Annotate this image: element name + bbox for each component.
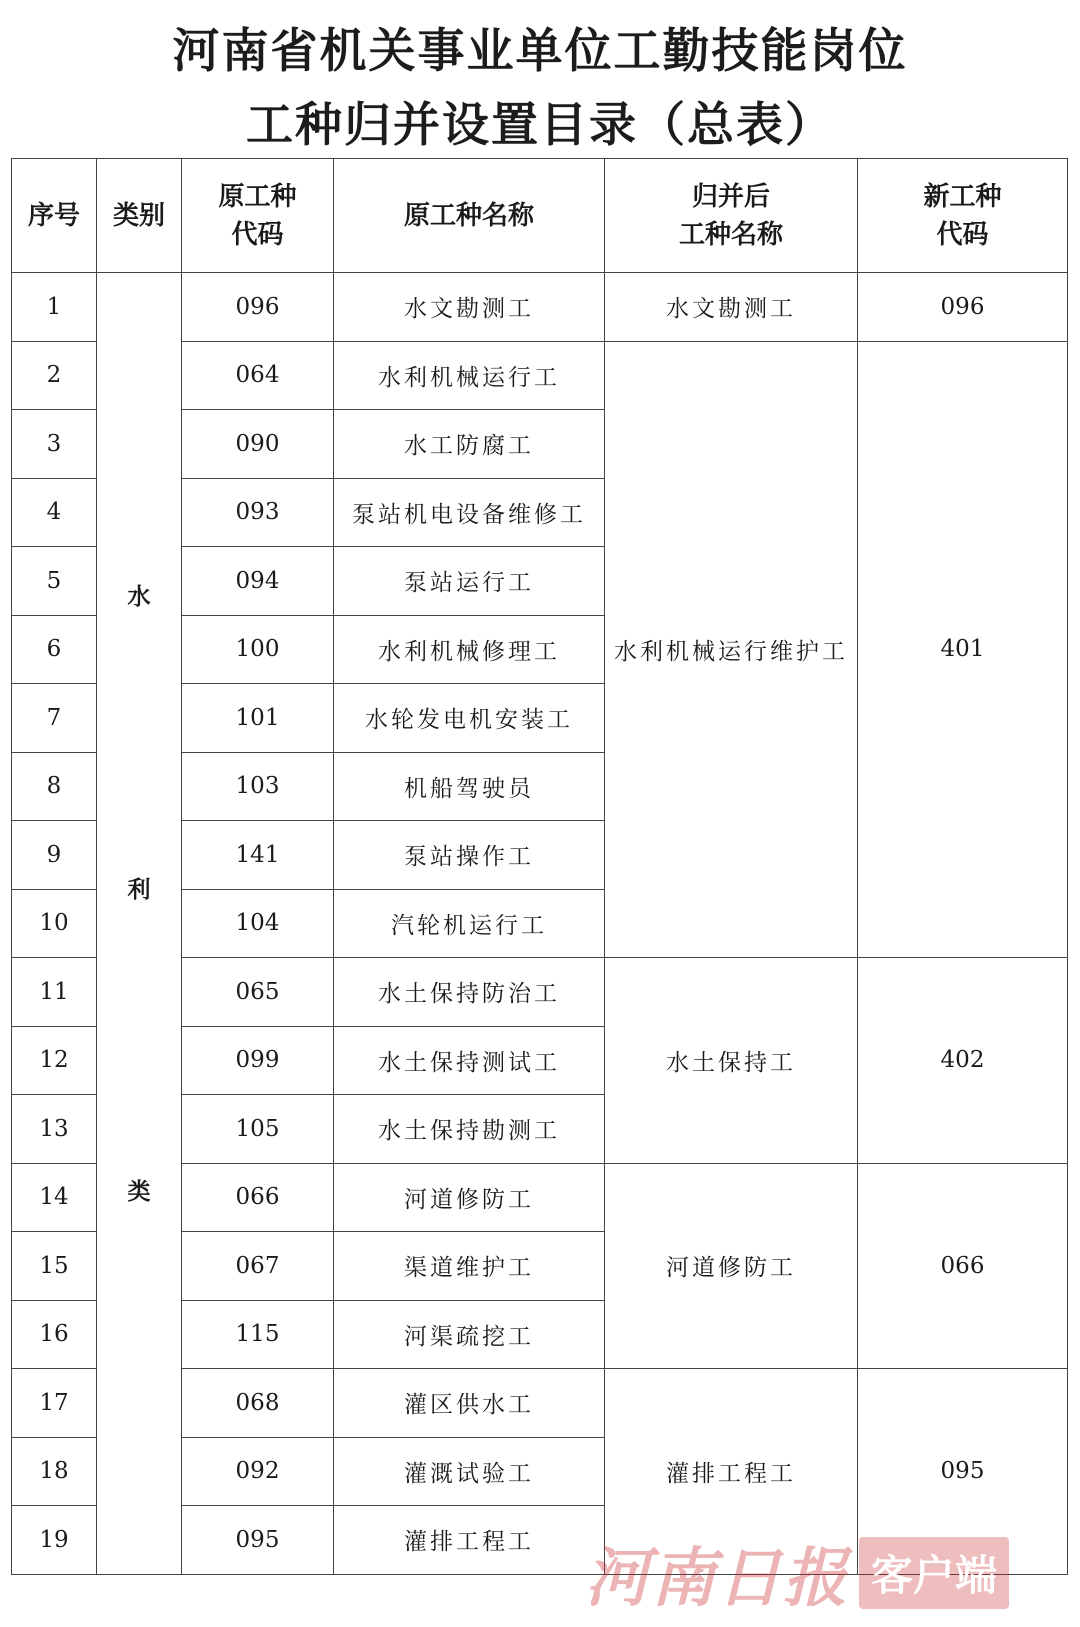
orig-code-cell: 096 xyxy=(182,273,334,342)
orig-name-cell: 水轮发电机安装工 xyxy=(334,684,605,753)
seq-cell: 9 xyxy=(12,821,97,890)
seq-cell: 6 xyxy=(12,615,97,684)
header-orig-code-l2: 代码 xyxy=(231,219,284,250)
merged-name-cell: 水土保持工 xyxy=(605,958,858,1164)
category-char-2: 利 xyxy=(127,876,151,903)
seq-cell: 19 xyxy=(12,1506,97,1575)
title-line-2: 工种归并设置目录（总表） xyxy=(246,98,834,153)
orig-code-cell: 141 xyxy=(182,821,334,890)
new-code-cell: 401 xyxy=(858,341,1068,958)
merged-name-cell: 灌排工程工 xyxy=(605,1369,858,1575)
orig-name-cell: 河道修防工 xyxy=(334,1163,605,1232)
orig-code-cell: 064 xyxy=(182,341,334,410)
orig-name-cell: 水利机械运行工 xyxy=(334,341,605,410)
watermark-brand-text: 河南日报 xyxy=(585,1541,849,1616)
merged-name-cell: 河道修防工 xyxy=(605,1163,858,1369)
watermark-client-badge: 客户端 xyxy=(859,1537,1009,1609)
orig-name-cell: 水利机械修理工 xyxy=(334,615,605,684)
orig-code-cell: 115 xyxy=(182,1300,334,1369)
seq-cell: 10 xyxy=(12,889,97,958)
orig-name-cell: 灌排工程工 xyxy=(334,1506,605,1575)
orig-name-cell: 泵站运行工 xyxy=(334,547,605,616)
seq-cell: 12 xyxy=(12,1026,97,1095)
seq-cell: 11 xyxy=(12,958,97,1027)
orig-name-cell: 水土保持防治工 xyxy=(334,958,605,1027)
table-row xyxy=(12,273,1068,342)
orig-code-cell: 068 xyxy=(182,1369,334,1438)
orig-code-cell: 100 xyxy=(182,615,334,684)
category-char-1: 水 xyxy=(127,583,151,610)
orig-code-cell: 101 xyxy=(182,684,334,753)
category-char-3: 类 xyxy=(127,1178,151,1205)
header-orig-name: 原工种名称 xyxy=(334,159,605,273)
orig-name-cell: 汽轮机运行工 xyxy=(334,889,605,958)
header-orig-code-l1: 原工种 xyxy=(218,181,297,212)
orig-name-cell: 河渠疏挖工 xyxy=(334,1300,605,1369)
orig-code-cell: 103 xyxy=(182,752,334,821)
category-cell xyxy=(97,273,182,1575)
orig-code-cell: 067 xyxy=(182,1232,334,1301)
new-code-cell: 095 xyxy=(858,1369,1068,1575)
seq-cell: 8 xyxy=(12,752,97,821)
newspaper-watermark xyxy=(585,1527,1075,1619)
new-code-cell: 096 xyxy=(858,273,1068,342)
seq-cell: 14 xyxy=(12,1163,97,1232)
orig-code-cell: 092 xyxy=(182,1437,334,1506)
seq-cell: 1 xyxy=(12,273,97,342)
orig-name-cell: 水工防腐工 xyxy=(334,410,605,479)
seq-cell: 5 xyxy=(12,547,97,616)
merged-name-cell: 水利机械运行维护工 xyxy=(605,341,858,958)
header-merged-name-l1: 归并后 xyxy=(691,181,770,212)
orig-code-cell: 093 xyxy=(182,478,334,547)
new-code-cell: 066 xyxy=(858,1163,1068,1369)
orig-name-cell: 水文勘测工 xyxy=(334,273,605,342)
orig-name-cell: 水土保持测试工 xyxy=(334,1026,605,1095)
seq-cell: 15 xyxy=(12,1232,97,1301)
orig-name-cell: 机船驾驶员 xyxy=(334,752,605,821)
seq-cell: 13 xyxy=(12,1095,97,1164)
header-new-code-l1: 新工种 xyxy=(923,181,1002,212)
orig-code-cell: 099 xyxy=(182,1026,334,1095)
orig-code-cell: 090 xyxy=(182,410,334,479)
header-orig-code xyxy=(182,159,334,273)
seq-cell: 4 xyxy=(12,478,97,547)
header-merged-name xyxy=(605,159,858,273)
seq-cell: 18 xyxy=(12,1437,97,1506)
orig-code-cell: 105 xyxy=(182,1095,334,1164)
orig-code-cell: 104 xyxy=(182,889,334,958)
orig-code-cell: 094 xyxy=(182,547,334,616)
merged-name-cell: 水文勘测工 xyxy=(605,273,858,342)
seq-cell: 3 xyxy=(12,410,97,479)
orig-name-cell: 灌溉试验工 xyxy=(334,1437,605,1506)
orig-name-cell: 灌区供水工 xyxy=(334,1369,605,1438)
orig-name-cell: 水土保持勘测工 xyxy=(334,1095,605,1164)
header-new-code-l2: 代码 xyxy=(936,219,989,250)
seq-cell: 2 xyxy=(12,341,97,410)
header-category: 类别 xyxy=(97,159,182,273)
new-code-cell: 402 xyxy=(858,958,1068,1164)
header-seq: 序号 xyxy=(12,159,97,273)
orig-code-cell: 095 xyxy=(182,1506,334,1575)
orig-name-cell: 泵站机电设备维修工 xyxy=(334,478,605,547)
orig-code-cell: 065 xyxy=(182,958,334,1027)
header-new-code xyxy=(858,159,1068,273)
seq-cell: 7 xyxy=(12,684,97,753)
orig-name-cell: 泵站操作工 xyxy=(334,821,605,890)
seq-cell: 17 xyxy=(12,1369,97,1438)
seq-cell: 16 xyxy=(12,1300,97,1369)
table-header-row xyxy=(12,159,1068,273)
orig-name-cell: 渠道维护工 xyxy=(334,1232,605,1301)
header-merged-name-l2: 工种名称 xyxy=(678,219,783,250)
orig-code-cell: 066 xyxy=(182,1163,334,1232)
job-merge-table xyxy=(11,158,1068,1575)
title-line-1: 河南省机关事业单位工勤技能岗位 xyxy=(172,24,908,79)
